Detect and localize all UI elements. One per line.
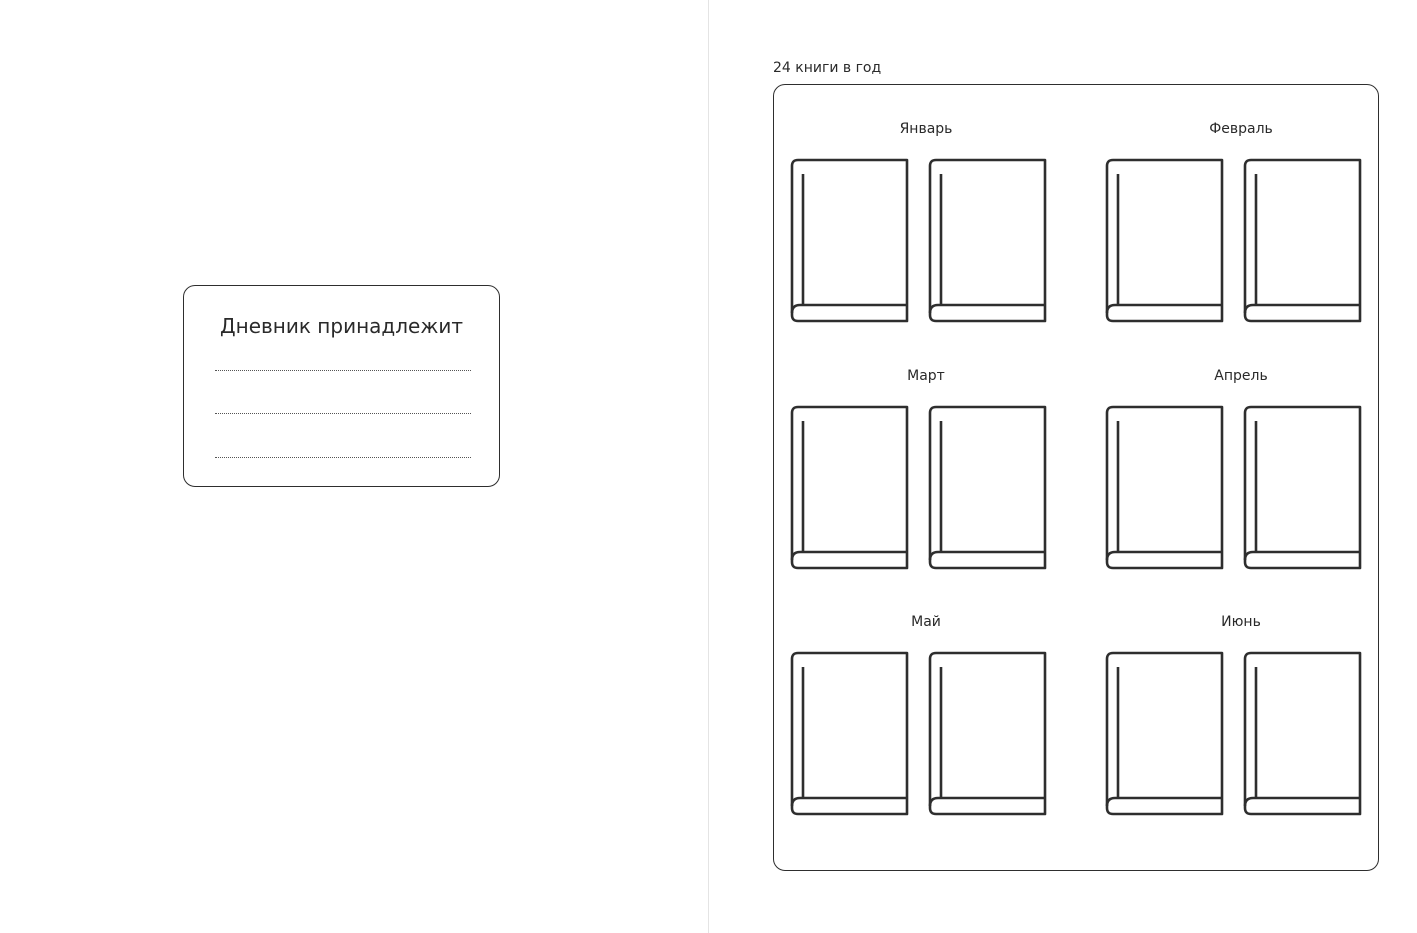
owner-card-title: Дневник принадлежит	[220, 314, 463, 338]
month-block	[1105, 614, 1377, 832]
month-label: Март	[907, 368, 945, 384]
month-block	[790, 614, 1062, 832]
book-icon[interactable]	[790, 405, 910, 571]
month-block	[1105, 368, 1377, 586]
book-icon[interactable]	[928, 405, 1048, 571]
book-icon[interactable]	[1243, 158, 1363, 324]
book-icon[interactable]	[1243, 651, 1363, 817]
book-icon[interactable]	[790, 158, 910, 324]
month-block	[790, 121, 1062, 339]
month-label: Май	[911, 614, 941, 630]
book-icon[interactable]	[790, 651, 910, 817]
month-label: Июнь	[1221, 614, 1261, 630]
owner-blank-line	[215, 457, 471, 458]
book-icon[interactable]	[928, 158, 1048, 324]
tracker-frame	[773, 84, 1379, 871]
month-label: Февраль	[1209, 121, 1273, 137]
month-label: Январь	[899, 121, 953, 137]
month-block	[1105, 121, 1377, 339]
book-icon[interactable]	[928, 651, 1048, 817]
owner-card	[183, 285, 500, 487]
month-label: Апрель	[1214, 368, 1268, 384]
owner-blank-line	[215, 370, 471, 371]
book-icon[interactable]	[1105, 651, 1225, 817]
book-icon[interactable]	[1243, 405, 1363, 571]
book-icon[interactable]	[1105, 405, 1225, 571]
page-spread-divider	[708, 0, 709, 933]
month-block	[790, 368, 1062, 586]
tracker-heading: 24 книги в год	[773, 60, 882, 76]
book-icon[interactable]	[1105, 158, 1225, 324]
owner-blank-line	[215, 413, 471, 414]
